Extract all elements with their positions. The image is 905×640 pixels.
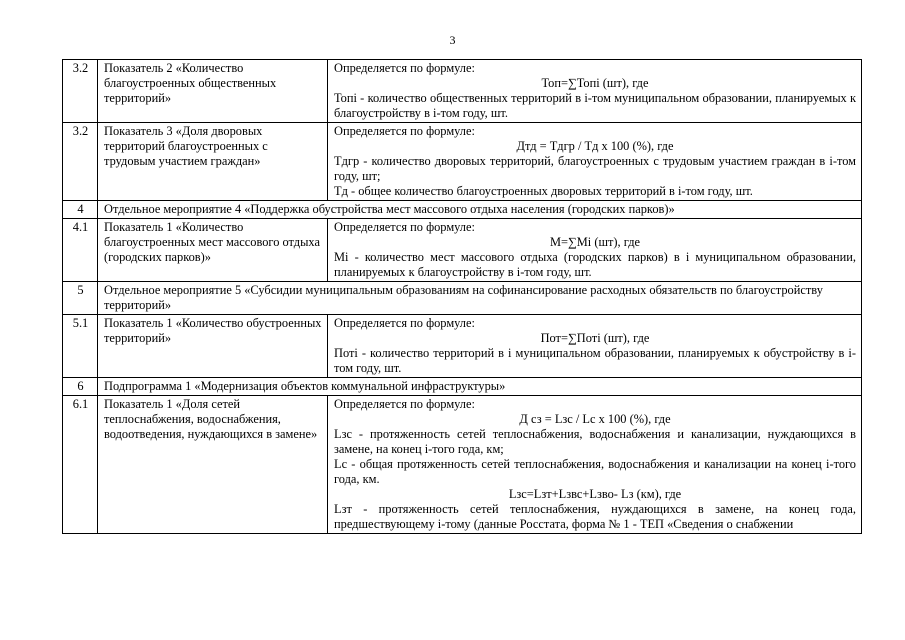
formula: Топ=∑Топi (шт), где [541, 76, 649, 90]
row-number: 3.2 [63, 60, 98, 123]
formula: Дтд = Тдгр / Тд х 100 (%), где [516, 139, 674, 153]
table-row [63, 60, 862, 123]
table-row [63, 282, 862, 315]
formula: Д сз = Lзс / Lс х 100 (%), где [519, 412, 671, 426]
section-title: Отдельное мероприятие 5 «Субсидии муниципальным образованиям на софинансирование расходных обязательств по благоустройству территорий» [98, 282, 862, 315]
indicator-name: Показатель 3 «Доля дворовых территорий благоустроенных с трудовым участием граждан» [98, 123, 328, 201]
indicator-method [328, 60, 862, 123]
formula-explanation: Lзт - протяженность сетей теплоснабжения, нуждающихся в замене, на конец года, предшествующему i-тому (данные Росстата, форма № 1 - ТЕП «Сведения о снабжении [334, 502, 856, 531]
formula-explanation: Потi - количество территорий в i муниципальном образовании, планируемых к обустройству в i-том году, шт. [334, 346, 856, 375]
formula: Lзс=Lзт+Lзвс+Lзво- Lз (км), где [508, 487, 682, 501]
formula-explanation: Мi - количество мест массового отдыха (городских парков) в i муниципальном образовании, планируемых к благоустройству в i-том году, шт. [334, 250, 856, 279]
row-number: 4.1 [63, 219, 98, 282]
row-number: 6.1 [63, 396, 98, 534]
formula-explanation: Топi - количество общественных территорий в i-том муниципальном образовании, планируемых к благоустройству в i-том году, шт. [334, 91, 856, 120]
table-row [63, 219, 862, 282]
table-row [63, 396, 862, 534]
formula: Пот=∑Потi (шт), где [540, 331, 650, 345]
formula-intro: Определяется по формуле: [334, 316, 475, 330]
row-number: 4 [63, 201, 98, 219]
indicator-method [328, 396, 862, 534]
table-row [63, 201, 862, 219]
row-number: 5 [63, 282, 98, 315]
formula: М=∑Мi (шт), где [549, 235, 641, 249]
formula-explanation: Lс - общая протяженность сетей теплоснабжения, водоснабжения и канализации на конец i-того года, км. [334, 457, 856, 486]
row-number: 5.1 [63, 315, 98, 378]
table-row [63, 123, 862, 201]
section-title: Подпрограмма 1 «Модернизация объектов коммунальной инфраструктуры» [98, 378, 862, 396]
indicator-name: Показатель 1 «Доля сетей теплоснабжения, водоснабжения, водоотведения, нуждающихся в замене» [98, 396, 328, 534]
indicators-table [62, 59, 862, 534]
formula-intro: Определяется по формуле: [334, 397, 475, 411]
indicator-name: Показатель 2 «Количество благоустроенных общественных территорий» [98, 60, 328, 123]
formula-explanation: Lзс - протяженность сетей теплоснабжения, водоснабжения и канализации, нуждающихся в замене, на конец i-того года, км; [334, 427, 856, 456]
formula-explanation: Тд - общее количество благоустроенных дворовых территорий в i-том году, шт. [334, 184, 753, 198]
table-row [63, 378, 862, 396]
row-number: 3.2 [63, 123, 98, 201]
formula-intro: Определяется по формуле: [334, 61, 475, 75]
formula-explanation: Тдгр - количество дворовых территорий, благоустроенных с трудовым участием граждан в i-том году, шт; [334, 154, 856, 183]
row-number: 6 [63, 378, 98, 396]
indicator-method [328, 219, 862, 282]
indicator-name: Показатель 1 «Количество благоустроенных мест массового отдыха (городских парков)» [98, 219, 328, 282]
formula-intro: Определяется по формуле: [334, 124, 475, 138]
table-row [63, 315, 862, 378]
page-number: 3 [449, 33, 456, 47]
section-title: Отдельное мероприятие 4 «Поддержка обустройства мест массового отдыха населения (городских парков)» [98, 201, 862, 219]
formula-intro: Определяется по формуле: [334, 220, 475, 234]
indicator-method [328, 123, 862, 201]
indicator-name: Показатель 1 «Количество обустроенных территорий» [98, 315, 328, 378]
indicator-method [328, 315, 862, 378]
